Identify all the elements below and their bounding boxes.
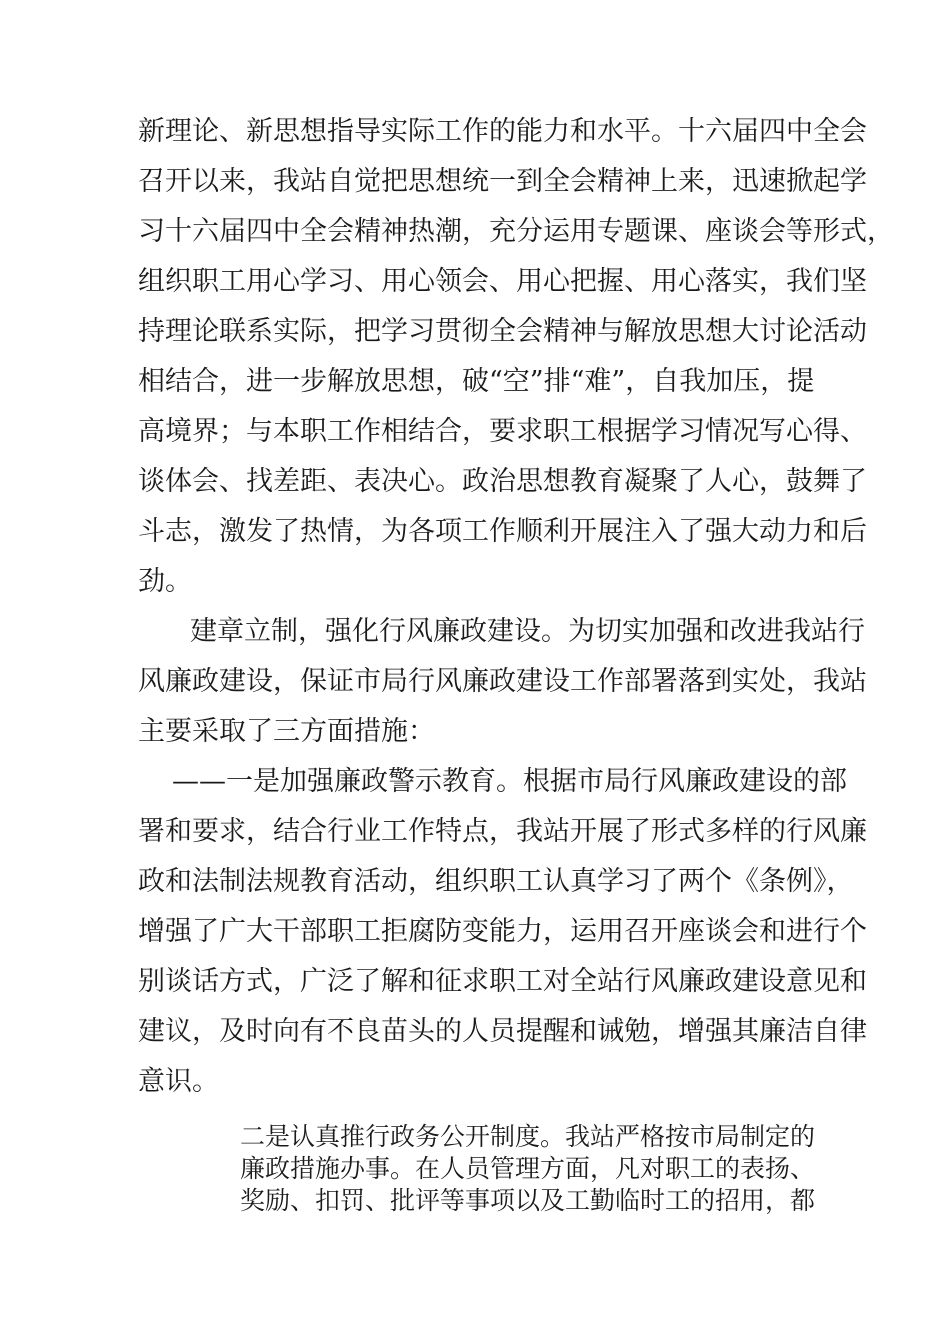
text-line: 召开以来，我站自觉把思想统一到全会精神上来，迅速掀起学 xyxy=(138,166,867,197)
paragraph-first-line: ——一是加强廉政警示教育。根据市局行风廉政建设的部 xyxy=(172,766,847,797)
text-line: 署和要求，结合行业工作特点，我站开展了形式多样的行风廉 xyxy=(138,816,867,847)
text-line: 相结合，进一步解放思想，破“空”排“难”，自我加压，提 xyxy=(138,366,815,397)
indented-text-line: 廉政措施办事。在人员管理方面，凡对职工的表扬、 xyxy=(240,1154,816,1183)
text-line: 政和法制法规教育活动，组织职工认真学习了两个《条例》， xyxy=(138,866,854,897)
indented-text-line: 奖励、扣罚、批评等事项以及工勤临时工的招用，都 xyxy=(240,1186,816,1215)
text-line: 主要采取了三方面措施： xyxy=(138,716,435,747)
text-line: 习十六届四中全会精神热潮，充分运用专题课、座谈会等形式， xyxy=(138,216,894,247)
text-line: 高境界；与本职工作相结合，要求职工根据学习情况写心得、 xyxy=(138,416,867,447)
text-line: 新理论、新思想指导实际工作的能力和水平。十六届四中全会 xyxy=(138,116,867,147)
text-line: 建议，及时向有不良苗头的人员提醒和诫勉，增强其廉洁自律 xyxy=(138,1016,867,1047)
text-line: 谈体会、找差距、表决心。政治思想教育凝聚了人心，鼓舞了 xyxy=(138,466,867,497)
text-line: 意识。 xyxy=(138,1066,219,1097)
text-line: 斗志，激发了热情，为各项工作顺利开展注入了强大动力和后 xyxy=(138,516,867,547)
text-line: 组织职工用心学习、用心领会、用心把握、用心落实，我们坚 xyxy=(138,266,867,297)
text-line: 劲。 xyxy=(138,566,192,597)
paragraph-first-line: 建章立制，强化行风廉政建设。为切实加强和改进我站行 xyxy=(190,616,865,647)
indented-text-line: 二是认真推行政务公开制度。我站严格按市局制定的 xyxy=(240,1122,816,1151)
text-line: 增强了广大干部职工拒腐防变能力，运用召开座谈会和进行个 xyxy=(138,916,867,947)
text-line: 别谈话方式，广泛了解和征求职工对全站行风廉政建设意见和 xyxy=(138,966,867,997)
text-line: 风廉政建设，保证市局行风廉政建设工作部署落到实处，我站 xyxy=(138,666,867,697)
text-line: 持理论联系实际，把学习贯彻全会精神与解放思想大讨论活动 xyxy=(138,316,867,347)
